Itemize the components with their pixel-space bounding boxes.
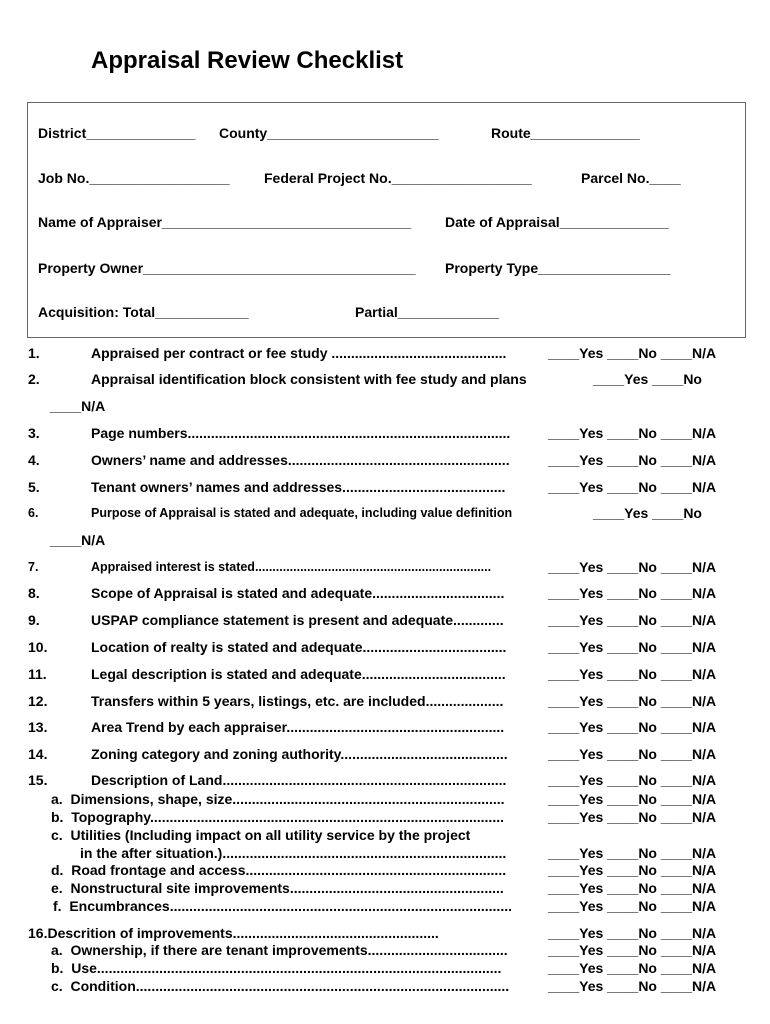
item-number: 3. [28, 425, 40, 441]
sub-item-text: c. Condition................................................................................................ [51, 978, 510, 994]
item-text: Appraisal identification block consistent with fee study and plans [91, 371, 527, 387]
item-number: 12. [28, 693, 48, 709]
sub-item-text: a. Dimensions, shape, size...................................................................... [51, 791, 505, 807]
item-text: Area Trend by each appraiser........................................................ [91, 719, 505, 735]
item-number: 2. [28, 371, 40, 387]
sub-item-text: c. Utilities (Including impact on all utility service by the project [51, 827, 471, 843]
acquisition-total-field[interactable]: Acquisition: Total____________ [38, 304, 249, 320]
item-number: 15. [28, 772, 48, 788]
item-number: 6. [28, 506, 39, 520]
item-text: Transfers within 5 years, listings, etc. are included.................... [91, 693, 504, 709]
appraisal-date-field[interactable]: Date of Appraisal______________ [445, 214, 669, 230]
yes-no-na-options[interactable]: ____Yes ____No ____N/A [548, 772, 717, 788]
item-text: Owners’ name and addresses......................................................... [91, 452, 510, 468]
yes-no-na-options[interactable]: ____Yes ____No ____N/A [548, 791, 717, 807]
yes-no-na-options[interactable]: ____Yes ____No ____N/A [548, 693, 717, 709]
yes-no-na-options[interactable]: ____Yes ____No ____N/A [548, 809, 717, 825]
sub-item-text: b. Topography........................................................................................... [51, 809, 504, 825]
route-field[interactable]: Route______________ [491, 125, 640, 141]
yes-no-na-options[interactable]: ____Yes ____No ____N/A [548, 942, 717, 958]
item-number: 1. [28, 345, 40, 361]
yes-no-na-options[interactable]: ____Yes ____No ____N/A [548, 345, 717, 361]
yes-no-na-options[interactable]: ____Yes ____No ____N/A [548, 612, 717, 628]
item-number: 14. [28, 746, 48, 762]
yes-no-na-options[interactable]: ____Yes ____No ____N/A [548, 960, 717, 976]
district-field[interactable]: District______________ [38, 125, 196, 141]
item-number: 11. [28, 666, 47, 682]
yes-no-na-options[interactable]: ____Yes ____No ____N/A [548, 559, 717, 575]
item-text: Tenant owners’ names and addresses.......................................... [91, 479, 506, 495]
federal-project-field[interactable]: Federal Project No.__________________ [264, 170, 532, 186]
page-title: Appraisal Review Checklist [91, 47, 404, 74]
yes-no-na-options[interactable]: ____Yes ____No ____N/A [548, 746, 717, 762]
partial-field[interactable]: Partial_____________ [355, 304, 500, 320]
county-field[interactable]: County______________________ [219, 125, 439, 141]
yes-no-na-options[interactable]: ____Yes ____No ____N/A [548, 585, 717, 601]
item-number: 5. [28, 479, 40, 495]
item-number: 8. [28, 585, 40, 601]
na-option[interactable]: ____N/A [50, 532, 106, 548]
job-no-field[interactable]: Job No.__________________ [38, 170, 230, 186]
item-text: Zoning category and zoning authority........................................... [91, 746, 508, 762]
yes-no-na-options[interactable]: ____Yes ____No ____N/A [548, 479, 717, 495]
yes-no-na-options[interactable]: ____Yes ____No ____N/A [548, 925, 717, 941]
sub-item-text: in the after situation.)......................................................................... [80, 845, 507, 861]
yes-no-na-options[interactable]: ____Yes ____No ____N/A [548, 880, 717, 896]
item-text: Purpose of Appraisal is stated and adequate, including value definition [91, 506, 513, 520]
sub-item-text: b. Use........................................................................................................ [51, 960, 502, 976]
na-option[interactable]: ____N/A [50, 398, 106, 414]
item-text: Page numbers................................................................................... [91, 425, 511, 441]
parcel-no-field[interactable]: Parcel No.____ [581, 170, 681, 186]
property-type-field[interactable]: Property Type_________________ [445, 260, 671, 276]
item-number: 13. [28, 719, 48, 735]
property-owner-field[interactable]: Property Owner___________________________________ [38, 260, 416, 276]
item-text: Location of realty is stated and adequate..................................... [91, 639, 507, 655]
yes-no-na-options[interactable]: ____Yes ____No ____N/A [548, 452, 717, 468]
appraiser-name-field[interactable]: Name of Appraiser________________________________ [38, 214, 412, 230]
yes-no-na-options[interactable]: ____Yes ____No ____N/A [548, 898, 717, 914]
item-text: USPAP compliance statement is present and adequate............. [91, 612, 504, 628]
yes-no-na-options[interactable]: ____Yes ____No ____N/A [548, 639, 717, 655]
item-number: 9. [28, 612, 40, 628]
sub-item-text: a. Ownership, if there are tenant improvements.................................... [51, 942, 508, 958]
item-text: Legal description is stated and adequate..................................... [91, 666, 506, 682]
sub-item-text: f. Encumbrances........................................................................................ [53, 898, 512, 914]
item-text: Appraised per contract or fee study ............................................. [91, 345, 507, 361]
item-text: Description of Land......................................................................... [91, 772, 507, 788]
yes-no-na-options[interactable]: ____Yes ____No ____N/A [548, 719, 717, 735]
yes-no-options[interactable]: ____Yes ____No [593, 505, 702, 521]
yes-no-na-options[interactable]: ____Yes ____No ____N/A [548, 862, 717, 878]
yes-no-options[interactable]: ____Yes ____No [593, 371, 702, 387]
yes-no-na-options[interactable]: ____Yes ____No ____N/A [548, 666, 717, 682]
yes-no-na-options[interactable]: ____Yes ____No ____N/A [548, 425, 717, 441]
item-text: 16.Descrition of improvements..................................................... [28, 925, 439, 941]
yes-no-na-options[interactable]: ____Yes ____No ____N/A [548, 845, 717, 861]
sub-item-text: d. Road frontage and access................................................................... [51, 862, 507, 878]
yes-no-na-options[interactable]: ____Yes ____No ____N/A [548, 978, 717, 994]
item-number: 10. [28, 639, 48, 655]
item-text: Appraised interest is stated.................................................................... [91, 560, 492, 574]
item-number: 4. [28, 452, 40, 468]
item-number: 7. [28, 560, 39, 574]
item-text: Scope of Appraisal is stated and adequate.................................. [91, 585, 505, 601]
sub-item-text: e. Nonstructural site improvements....................................................... [51, 880, 504, 896]
